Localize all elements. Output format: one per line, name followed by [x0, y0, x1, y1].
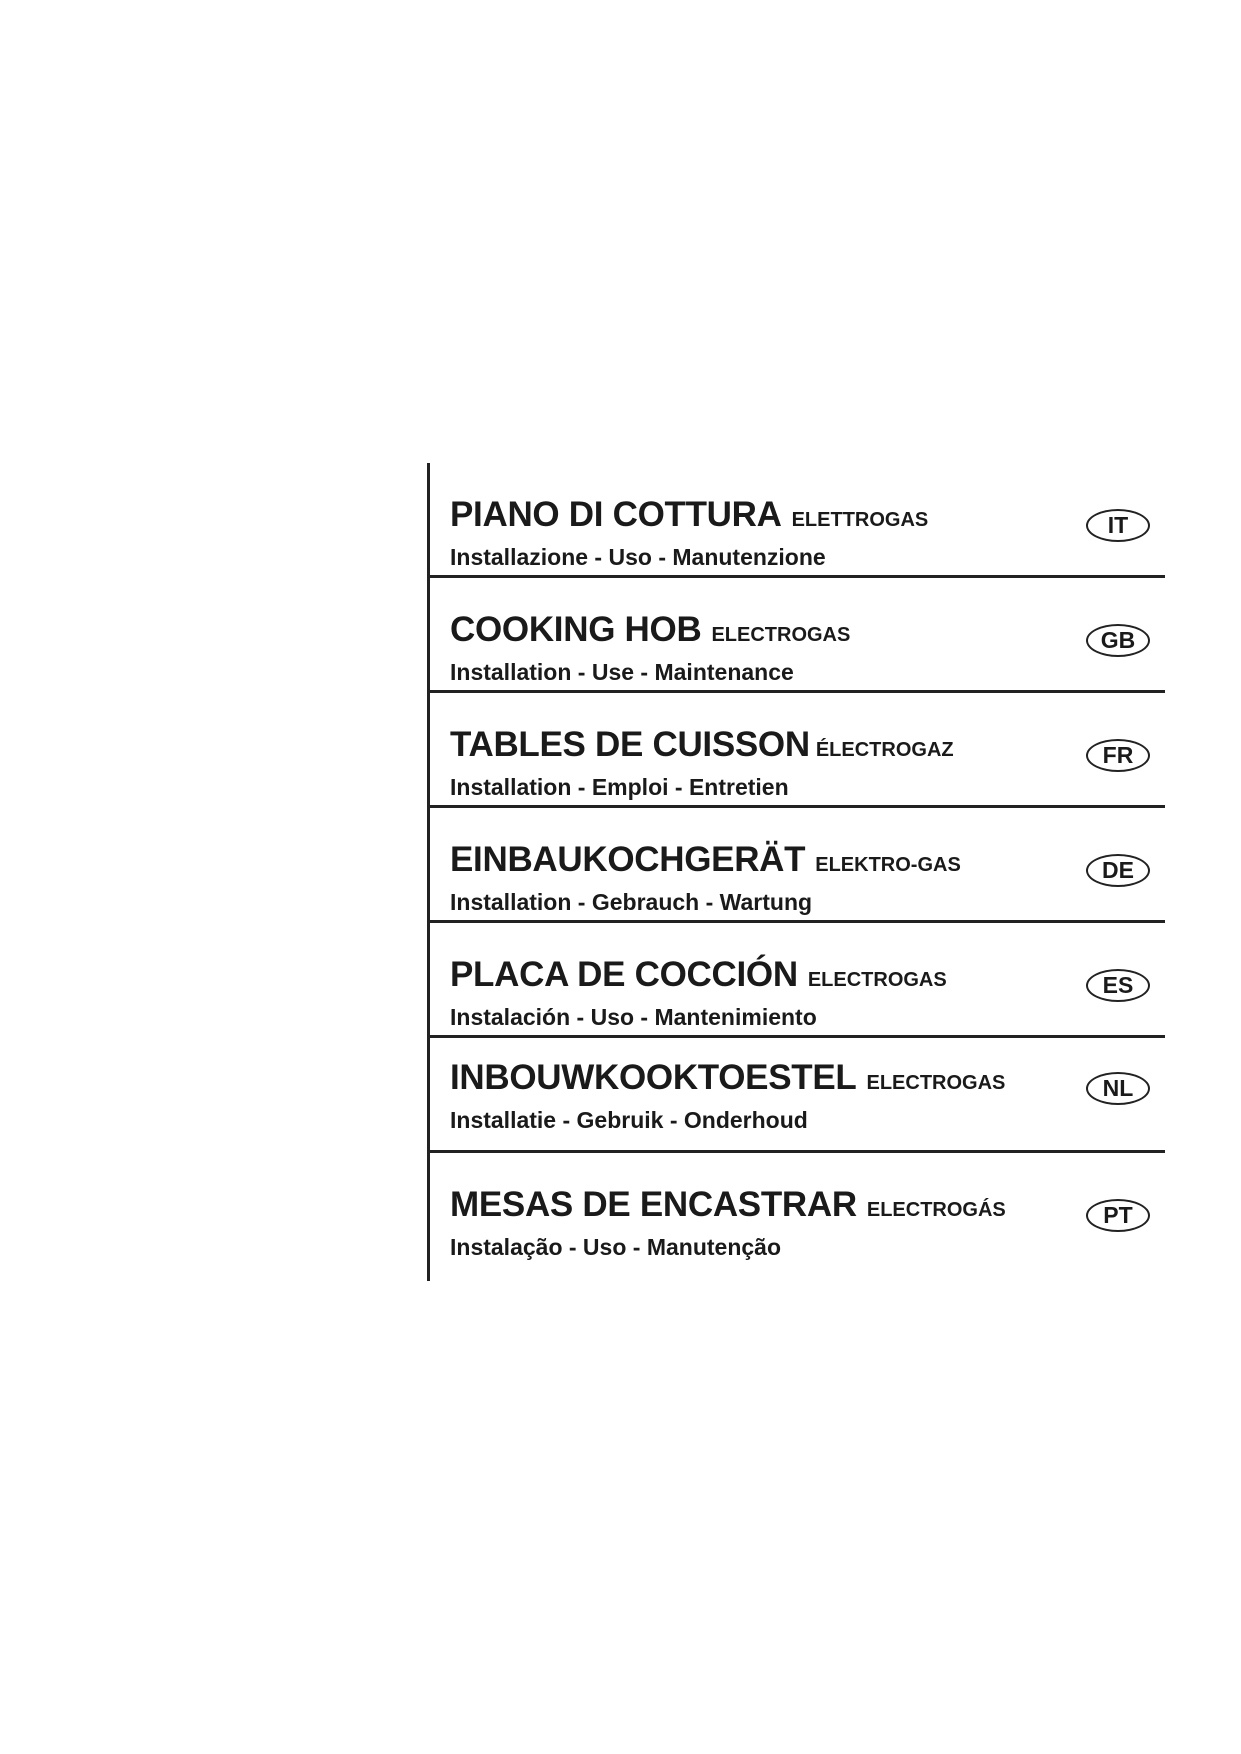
language-code-badge: ES: [1086, 969, 1150, 1002]
language-entry-nl: [430, 1038, 1165, 1153]
product-title: PLACA DE COCCIÓN: [450, 955, 798, 994]
language-entry-pt: [430, 1153, 1165, 1268]
language-entry-gb: [430, 578, 1165, 693]
language-index: [427, 463, 1165, 1281]
language-code-badge: NL: [1086, 1072, 1150, 1105]
product-type: ELECTROGAS: [866, 1072, 1006, 1094]
language-code-badge: GB: [1086, 624, 1150, 657]
language-code-badge: FR: [1086, 739, 1150, 772]
language-code-badge: DE: [1086, 854, 1150, 887]
product-type: ELETTROGAS: [791, 509, 929, 531]
product-title: MESAS DE ENCASTRAR: [450, 1185, 857, 1224]
language-entry-fr: [430, 693, 1165, 808]
product-type: ÉLECTROGAZ: [815, 739, 954, 761]
section-subtitle: Installation - Emploi - Entretien: [450, 774, 789, 800]
section-subtitle: Installation - Gebrauch - Wartung: [450, 889, 813, 915]
language-entry-es: [430, 923, 1165, 1038]
product-title: TABLES DE CUISSON: [450, 725, 810, 764]
language-code-badge: PT: [1086, 1199, 1150, 1232]
product-type: ELECTROGAS: [807, 969, 947, 991]
product-type: ELECTROGAS: [711, 624, 851, 646]
product-type: ELECTROGÁS: [866, 1199, 1006, 1221]
product-title: COOKING HOB: [450, 610, 702, 649]
product-title: PIANO DI COTTURA: [450, 495, 782, 534]
language-code-badge: IT: [1086, 509, 1150, 542]
section-subtitle: Installation - Use - Maintenance: [450, 659, 794, 685]
language-entry-it: [430, 463, 1165, 578]
product-title: EINBAUKOCHGERÄT: [450, 840, 806, 879]
section-subtitle: Instalação - Uso - Manutenção: [450, 1234, 782, 1260]
product-title: INBOUWKOOKTOESTEL: [450, 1058, 857, 1097]
section-subtitle: Instalación - Uso - Mantenimiento: [450, 1004, 817, 1030]
language-entry-de: [430, 808, 1165, 923]
product-type: ELEKTRO-GAS: [815, 854, 961, 876]
section-subtitle: Installatie - Gebruik - Onderhoud: [450, 1107, 808, 1133]
section-subtitle: Installazione - Uso - Manutenzione: [450, 544, 826, 570]
